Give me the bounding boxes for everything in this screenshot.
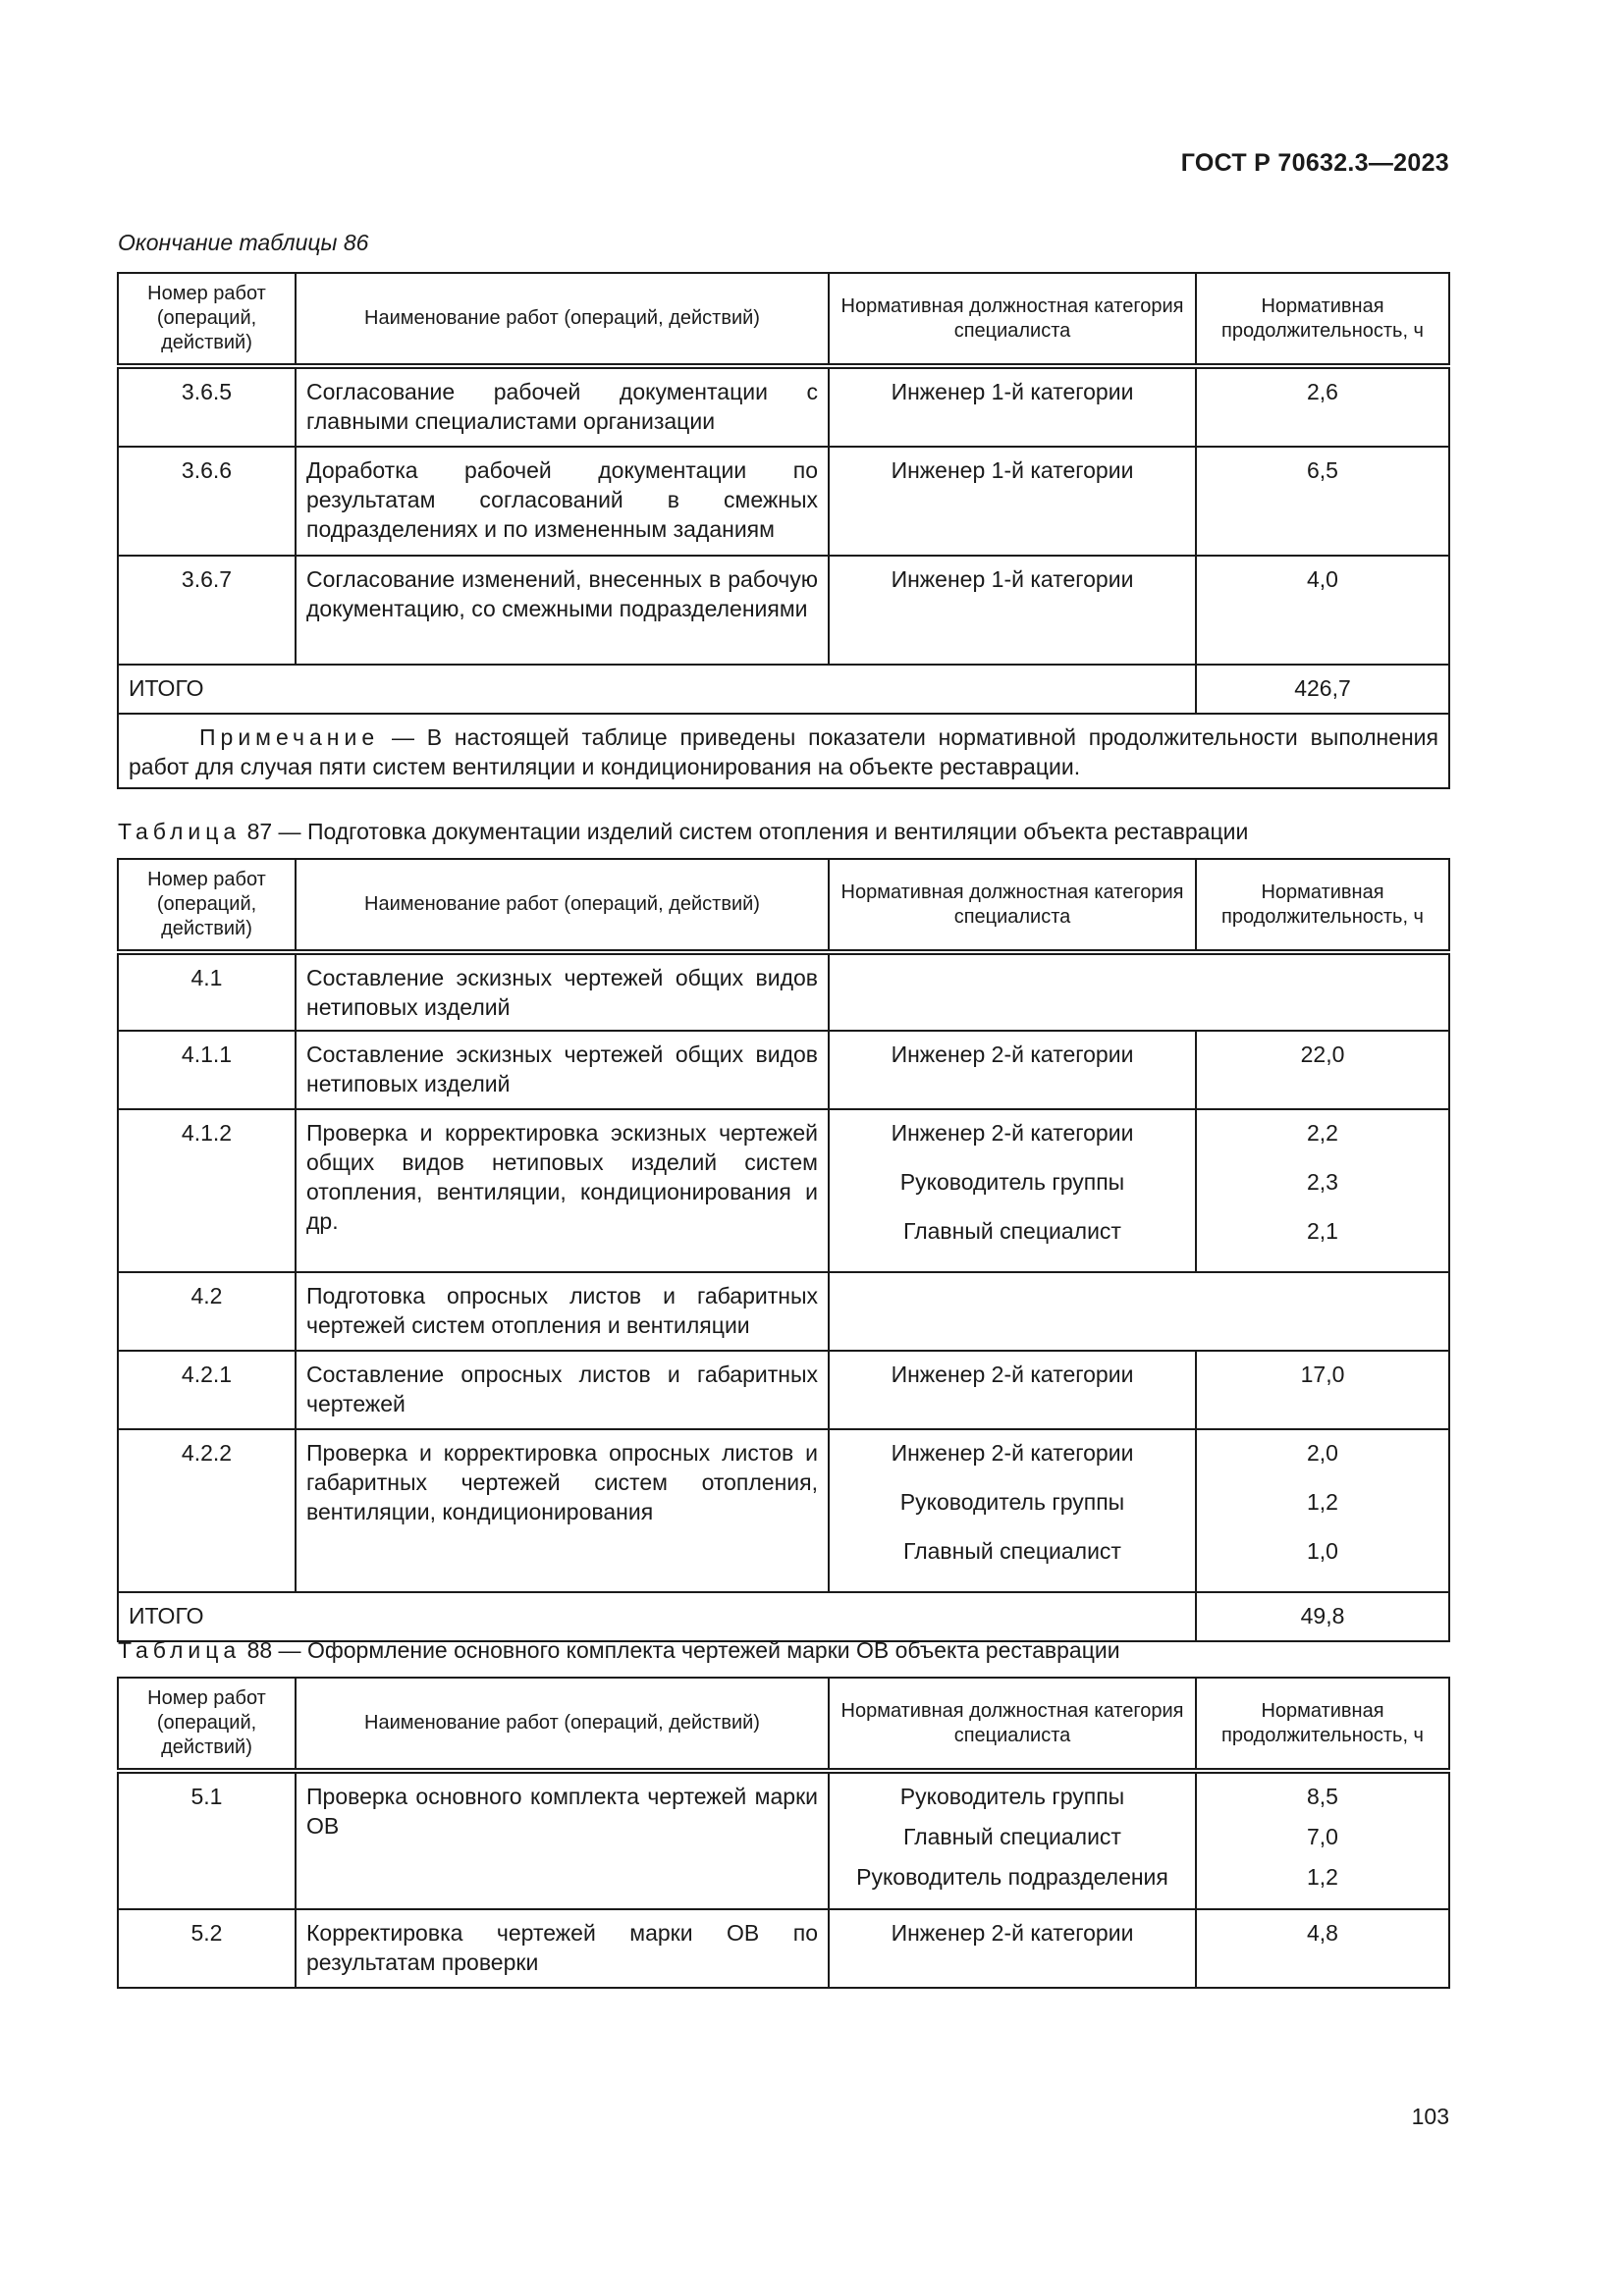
- table-row: [118, 1771, 1449, 1909]
- operation-number: 4.1: [118, 952, 296, 1031]
- operation-number: 4.1.2: [118, 1109, 296, 1272]
- specialist-category: Инженер 2-й категории: [891, 1120, 1134, 1146]
- operation-name: Проверка и корректировка эскизных чертежей общих видов нетиповых изделий систем отопления, вентиляции, кондиционирования и др.: [296, 1109, 829, 1272]
- specialist-category: Руководитель группы: [899, 1489, 1125, 1515]
- duration-value: 2,1: [1307, 1218, 1338, 1244]
- document-standard-number: ГОСТ Р 70632.3—2023: [1180, 149, 1449, 177]
- total-row: [118, 1592, 1449, 1641]
- column-header-name: Наименование работ (операций, действий): [296, 273, 829, 366]
- operation-name: Корректировка чертежей марки ОВ по результатам проверки: [296, 1909, 829, 1988]
- column-header-number: Номер работ (операций, действий): [118, 273, 296, 366]
- operation-name: Подготовка опросных листов и габаритных чертежей систем отопления и вентиляции: [296, 1272, 829, 1351]
- operation-number: 4.2.1: [118, 1351, 296, 1429]
- total-value: 426,7: [1196, 665, 1449, 714]
- empty-cell: [829, 1272, 1449, 1351]
- note-label: Примечание: [199, 724, 380, 750]
- column-header-number: Номер работ (операций, действий): [118, 1678, 296, 1771]
- table-88-caption: [118, 1637, 1120, 1664]
- specialist-category: Главный специалист: [903, 1538, 1121, 1564]
- total-row: [118, 665, 1449, 714]
- table-row: [118, 952, 1449, 1031]
- table-88: [117, 1677, 1450, 1989]
- operation-name: Составление эскизных чертежей общих видов нетиповых изделий: [296, 1031, 829, 1109]
- table-88-caption-text: 88 — Оформление основного комплекта чертежей марки ОВ объекта реставрации: [241, 1637, 1120, 1663]
- specialist-category: Руководитель группы: [899, 1169, 1125, 1195]
- page-number: 103: [1411, 2104, 1449, 2129]
- column-header-duration: Нормативная продолжительность, ч: [1196, 1678, 1449, 1771]
- column-header-duration: Нормативная продолжительность, ч: [1196, 273, 1449, 366]
- table-86: [117, 272, 1450, 789]
- table-row: [118, 1109, 1449, 1272]
- operation-number: 5.1: [118, 1771, 296, 1909]
- duration-value-list: [1196, 1109, 1449, 1272]
- duration-value: 1,2: [1307, 1489, 1338, 1515]
- table-row: [118, 366, 1449, 447]
- table-87-caption: [118, 819, 1248, 845]
- specialist-category: Инженер 2-й категории: [829, 1351, 1196, 1429]
- operation-number: 4.1.1: [118, 1031, 296, 1109]
- operation-number: 4.2.2: [118, 1429, 296, 1592]
- specialist-category: Руководитель подразделения: [856, 1864, 1168, 1890]
- duration-value: 7,0: [1307, 1824, 1338, 1849]
- table-88-caption-label: Таблица: [118, 1637, 242, 1663]
- duration-value: 2,0: [1307, 1440, 1338, 1466]
- specialist-category: Инженер 1-й категории: [829, 556, 1196, 665]
- operation-name: Согласование рабочей документации с главными специалистами организации: [296, 366, 829, 447]
- empty-cell: [829, 952, 1449, 1031]
- table-86-caption: Окончание таблицы 86: [118, 230, 369, 255]
- duration-value: 2,2: [1307, 1120, 1338, 1146]
- operation-name: Проверка и корректировка опросных листов и габаритных чертежей систем отопления, вентиляции, кондиционирования: [296, 1429, 829, 1592]
- note-text: — В настоящей таблице приведены показатели нормативной продолжительности выполнения работ для случая пяти систем вентиляции и кондиционирования на объекте реставрации.: [129, 724, 1438, 779]
- table-row: [118, 1031, 1449, 1109]
- specialist-category-list: [829, 1429, 1196, 1592]
- column-header-category: Нормативная должностная категория специалиста: [829, 273, 1196, 366]
- table-row: [118, 1909, 1449, 1988]
- specialist-category: Инженер 2-й категории: [891, 1440, 1134, 1466]
- duration-value: 8,5: [1307, 1784, 1338, 1809]
- total-value: 49,8: [1196, 1592, 1449, 1641]
- duration-value: 22,0: [1196, 1031, 1449, 1109]
- operation-name: Доработка рабочей документации по результатам согласований в смежных подразделениях и по измененным заданиям: [296, 447, 829, 556]
- specialist-category-list: [829, 1771, 1196, 1909]
- duration-value-list: [1196, 1771, 1449, 1909]
- duration-value: 2,6: [1196, 366, 1449, 447]
- specialist-category: Инженер 2-й категории: [829, 1909, 1196, 1988]
- table-header-row: [118, 273, 1449, 366]
- duration-value: 17,0: [1196, 1351, 1449, 1429]
- table-row: [118, 1429, 1449, 1592]
- operation-name: Составление опросных листов и габаритных чертежей: [296, 1351, 829, 1429]
- duration-value: 4,0: [1196, 556, 1449, 665]
- column-header-duration: Нормативная продолжительность, ч: [1196, 859, 1449, 952]
- duration-value: 6,5: [1196, 447, 1449, 556]
- specialist-category: Инженер 1-й категории: [829, 447, 1196, 556]
- table-row: [118, 1272, 1449, 1351]
- total-label: ИТОГО: [118, 1592, 1196, 1641]
- table-87: [117, 858, 1450, 1642]
- operation-number: 3.6.7: [118, 556, 296, 665]
- operation-number: 4.2: [118, 1272, 296, 1351]
- note-row: [118, 714, 1449, 788]
- specialist-category-list: [829, 1109, 1196, 1272]
- specialist-category: Главный специалист: [903, 1218, 1121, 1244]
- table-header-row: [118, 1678, 1449, 1771]
- column-header-category: Нормативная должностная категория специалиста: [829, 859, 1196, 952]
- operation-name: Согласование изменений, внесенных в рабочую документацию, со смежными подразделениями: [296, 556, 829, 665]
- column-header-number: Номер работ (операций, действий): [118, 859, 296, 952]
- column-header-name: Наименование работ (операций, действий): [296, 1678, 829, 1771]
- operation-number: 3.6.6: [118, 447, 296, 556]
- specialist-category: Руководитель группы: [899, 1784, 1125, 1809]
- table-header-row: [118, 859, 1449, 952]
- duration-value: 4,8: [1196, 1909, 1449, 1988]
- duration-value: 2,3: [1307, 1169, 1338, 1195]
- table-note: [118, 714, 1449, 788]
- column-header-category: Нормативная должностная категория специалиста: [829, 1678, 1196, 1771]
- operation-name: Составление эскизных чертежей общих видов нетиповых изделий: [296, 952, 829, 1031]
- specialist-category: Инженер 2-й категории: [829, 1031, 1196, 1109]
- specialist-category: Главный специалист: [903, 1824, 1121, 1849]
- table-87-caption-label: Таблица: [118, 819, 242, 844]
- table-row: [118, 556, 1449, 665]
- table-row: [118, 447, 1449, 556]
- operation-name: Проверка основного комплекта чертежей марки ОВ: [296, 1771, 829, 1909]
- total-label: ИТОГО: [118, 665, 1196, 714]
- duration-value-list: [1196, 1429, 1449, 1592]
- operation-number: 3.6.5: [118, 366, 296, 447]
- column-header-name: Наименование работ (операций, действий): [296, 859, 829, 952]
- duration-value: 1,2: [1307, 1864, 1338, 1890]
- operation-number: 5.2: [118, 1909, 296, 1988]
- table-87-caption-text: 87 — Подготовка документации изделий систем отопления и вентиляции объекта реставрации: [241, 819, 1249, 844]
- table-row: [118, 1351, 1449, 1429]
- specialist-category: Инженер 1-й категории: [829, 366, 1196, 447]
- duration-value: 1,0: [1307, 1538, 1338, 1564]
